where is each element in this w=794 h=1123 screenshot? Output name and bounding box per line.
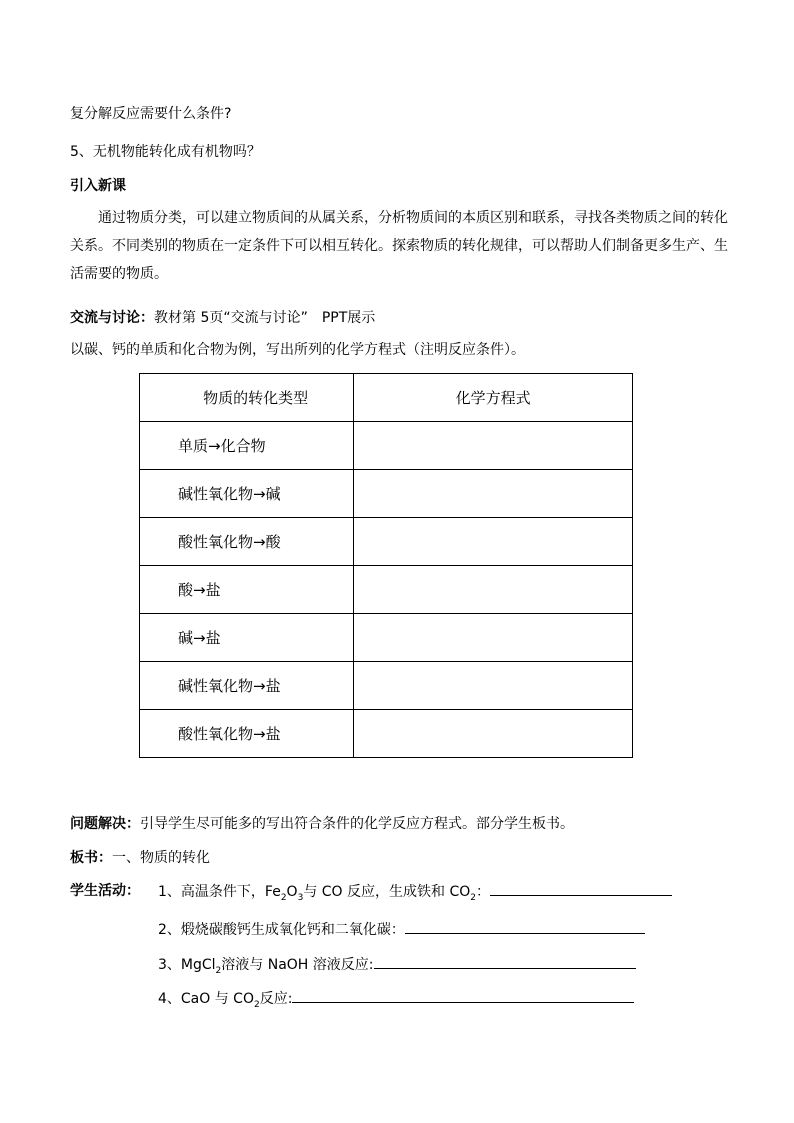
conversion-table bbox=[139, 373, 633, 758]
equation-cell[interactable] bbox=[354, 518, 633, 566]
table-row bbox=[140, 566, 633, 614]
table-row bbox=[140, 422, 633, 470]
activity-item-3: 3、MgCl$_2$溶液与 NaOH 溶液反应: bbox=[158, 954, 636, 981]
student-activity-label: 学生活动： bbox=[70, 883, 140, 899]
intro-paragraph: 通过物质分类，可以建立物质间的从属关系，分析物质间的本质区别和联系，寻找各类物质之间的转化关系。不同类别的物质在一定条件下可以相互转化。探索物质的转化规律，可以帮助人们制备更多生产、生活需要的物质。 bbox=[70, 210, 728, 282]
question-conditions: 复分解反应需要什么条件? bbox=[70, 106, 232, 122]
conversion-type-cell: 碱性氧化物→盐 bbox=[140, 662, 354, 710]
activity-item-2: 2、煅烧碳酸钙生成氧化钙和二氧化碳： bbox=[158, 919, 645, 940]
equation-cell[interactable] bbox=[354, 614, 633, 662]
equation-cell[interactable] bbox=[354, 470, 633, 518]
answer-blank-2[interactable] bbox=[405, 919, 645, 934]
table-row bbox=[140, 710, 633, 758]
equation-cell[interactable] bbox=[354, 566, 633, 614]
conversion-type-cell: 碱→盐 bbox=[140, 614, 354, 662]
equation-cell[interactable] bbox=[354, 422, 633, 470]
answer-blank-1[interactable] bbox=[490, 881, 672, 896]
conversion-type-cell: 单质→化合物 bbox=[140, 422, 354, 470]
discussion-line bbox=[70, 308, 375, 328]
conversion-type-cell: 酸性氧化物→酸 bbox=[140, 518, 354, 566]
activity-item-4: 4、CaO 与 $CO_2$反应: bbox=[158, 988, 634, 1015]
intro-heading: 引入新课 bbox=[70, 178, 126, 194]
activity-item-1: 1、高温条件下，$Fe_2O_3$与 CO 反应，生成铁和 $CO_2$： bbox=[158, 881, 672, 908]
problem-solving-label: 问题解决： bbox=[70, 816, 140, 832]
header-equation: 化学方程式 bbox=[354, 374, 633, 422]
discussion-label: 交流与讨论： bbox=[70, 310, 154, 326]
table-row bbox=[140, 614, 633, 662]
answer-blank-3[interactable] bbox=[374, 954, 636, 969]
board-label: 板书： bbox=[70, 850, 112, 866]
instruction-text: 以碳、钙的单质和化合物为例，写出所列的化学方程式（注明反应条件）。 bbox=[70, 342, 525, 358]
table-row bbox=[140, 662, 633, 710]
question-5: 5、无机物能转化成有机物吗？ bbox=[70, 144, 261, 160]
conversion-type-cell: 酸性氧化物→盐 bbox=[140, 710, 354, 758]
equation-cell[interactable] bbox=[354, 710, 633, 758]
table-header-row bbox=[140, 374, 633, 422]
board-text: 一、物质的转化 bbox=[112, 850, 210, 866]
discussion-text: 教材第 5页“交流与讨论” PPT展示 bbox=[154, 310, 376, 326]
conversion-type-cell: 碱性氧化物→碱 bbox=[140, 470, 354, 518]
table-row bbox=[140, 470, 633, 518]
equation-cell[interactable] bbox=[354, 662, 633, 710]
answer-blank-4[interactable] bbox=[292, 988, 634, 1003]
table-row bbox=[140, 518, 633, 566]
board-line bbox=[70, 848, 210, 868]
header-conversion-type: 物质的转化类型 bbox=[140, 374, 354, 422]
problem-solving-text: 引导学生尽可能多的写出符合条件的化学反应方程式。部分学生板书。 bbox=[140, 816, 574, 832]
conversion-type-cell: 酸→盐 bbox=[140, 566, 354, 614]
problem-solving-line bbox=[70, 814, 574, 834]
